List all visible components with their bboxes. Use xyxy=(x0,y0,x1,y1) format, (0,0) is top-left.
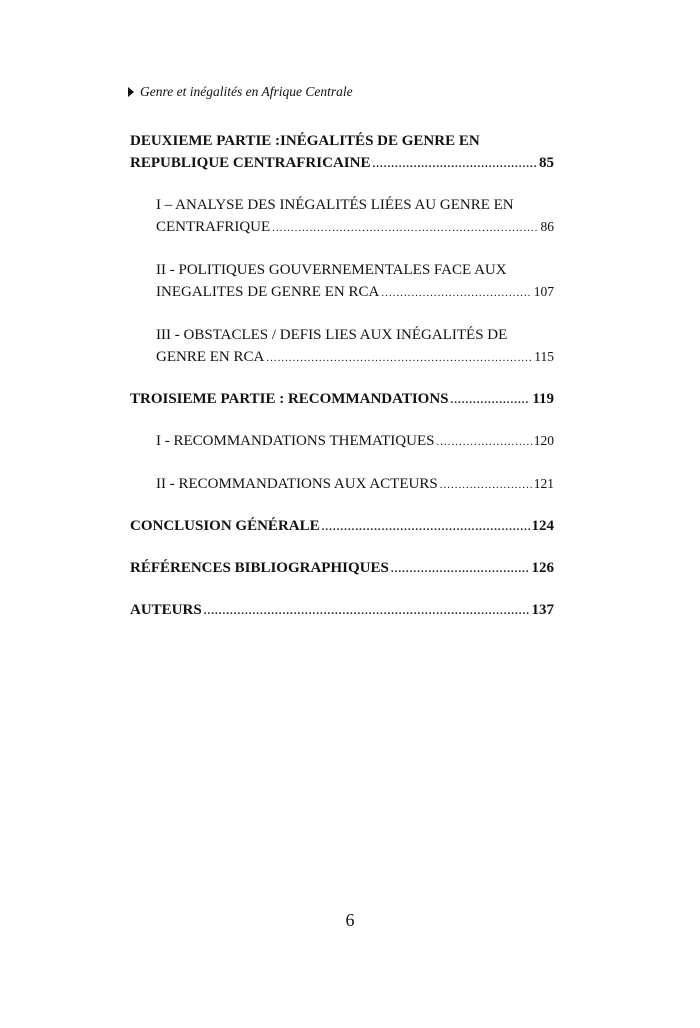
dot-leader xyxy=(381,282,531,304)
dot-leader xyxy=(272,217,538,239)
toc-entry-references[interactable] xyxy=(130,557,554,580)
toc-page-number: 124 xyxy=(531,518,554,534)
toc-entry-conclusion-text: CONCLUSION GÉNÉRALE xyxy=(130,518,320,534)
toc-page-number: 107 xyxy=(533,284,554,299)
toc-entry-authors[interactable] xyxy=(130,599,554,622)
toc-entry-section[interactable] xyxy=(156,259,554,304)
toc-entry-section[interactable] xyxy=(156,324,554,369)
toc-page-number: 126 xyxy=(531,560,554,576)
running-header xyxy=(128,84,353,100)
triangle-marker-icon xyxy=(128,87,134,97)
toc-entry-section[interactable] xyxy=(156,473,554,496)
dot-leader xyxy=(436,431,531,453)
dot-leader xyxy=(322,516,530,538)
toc-entry-part3[interactable] xyxy=(130,388,554,411)
toc-section-line2: CENTRAFRIQUE xyxy=(156,219,271,235)
toc-page-number: 86 xyxy=(540,219,554,234)
table-of-contents xyxy=(130,130,554,622)
toc-section-line1: I – ANALYSE DES INÉGALITÉS LIÉES AU GENRE EN xyxy=(156,197,514,213)
toc-page-number: 85 xyxy=(539,155,554,171)
toc-entry-part2[interactable] xyxy=(130,130,554,175)
toc-page-number: 119 xyxy=(532,391,554,407)
dot-leader xyxy=(451,389,531,411)
toc-section-line2: INEGALITES DE GENRE EN RCA xyxy=(156,284,380,300)
toc-page-number: 121 xyxy=(533,476,554,491)
page-number: 6 xyxy=(345,910,355,930)
dot-leader xyxy=(440,474,532,496)
toc-section-text: I - RECOMMANDATIONS THEMATIQUES xyxy=(156,433,435,449)
toc-entry-authors-text: AUTEURS xyxy=(130,602,202,618)
toc-section-line2: GENRE EN RCA xyxy=(156,349,265,365)
toc-entry-section[interactable] xyxy=(156,194,554,239)
toc-entry-conclusion[interactable] xyxy=(130,515,554,538)
dot-leader xyxy=(372,153,537,175)
toc-section-line1: III - OBSTACLES / DEFIS LIES AUX INÉGALITÉS DE xyxy=(156,327,508,343)
toc-entry-part2-line2: REPUBLIQUE CENTRAFRICAINE xyxy=(130,155,371,171)
running-header-title: Genre et inégalités en Afrique Centrale xyxy=(140,84,353,99)
toc-entry-part3-text: TROISIEME PARTIE : RECOMMANDATIONS xyxy=(130,391,449,407)
dot-leader xyxy=(391,558,530,580)
toc-entry-references-text: RÉFÉRENCES BIBLIOGRAPHIQUES xyxy=(130,560,389,576)
toc-page-number: 137 xyxy=(531,602,554,618)
dot-leader xyxy=(204,600,530,622)
toc-section-line1: II - POLITIQUES GOUVERNEMENTALES FACE AUX xyxy=(156,262,507,278)
toc-section-text: II - RECOMMANDATIONS AUX ACTEURS xyxy=(156,476,438,492)
toc-entry-section[interactable] xyxy=(156,430,554,453)
dot-leader xyxy=(266,347,532,369)
toc-entry-part2-line1: DEUXIEME PARTIE :INÉGALITÉS DE GENRE EN xyxy=(130,133,480,149)
toc-page-number: 115 xyxy=(534,349,554,364)
toc-page-number: 120 xyxy=(533,433,554,448)
